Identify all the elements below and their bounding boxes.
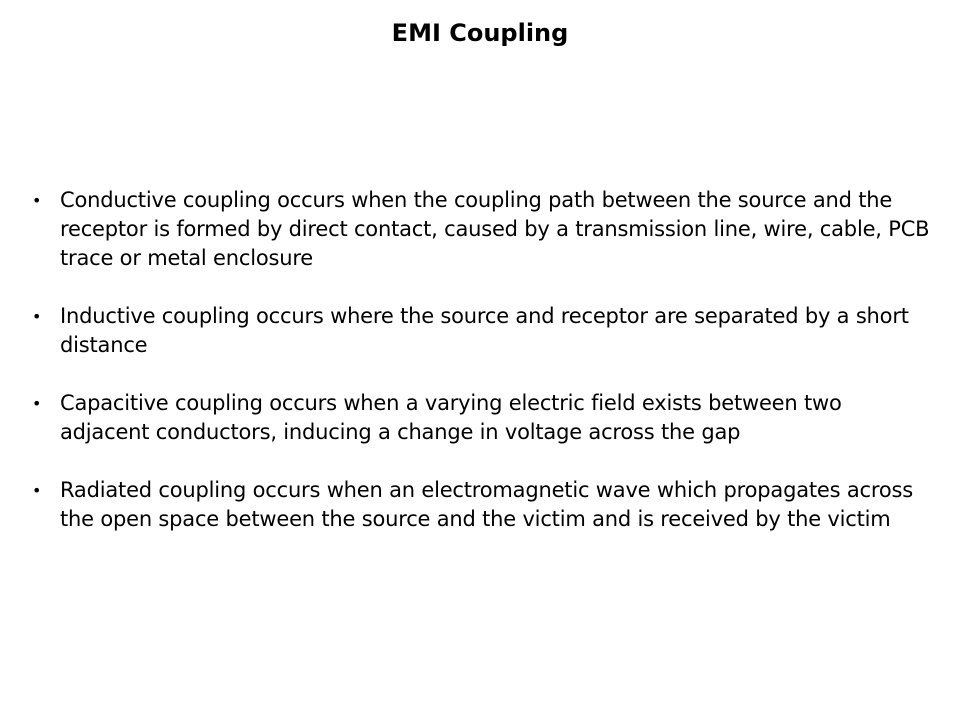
bullet-list [32, 186, 932, 534]
slide-title: EMI Coupling [391, 19, 569, 47]
bullet-item-capacitive [32, 389, 932, 447]
bullet-text: Capacitive coupling occurs when a varying electric field exists between two adjacent conductors, inducing a change in voltage across the gap [60, 391, 842, 444]
bullet-icon: • [32, 481, 42, 500]
bullet-icon: • [32, 307, 42, 326]
bullet-item-radiated [32, 476, 932, 534]
bullet-icon: • [32, 191, 42, 210]
bullet-text: Conductive coupling occurs when the coupling path between the source and the receptor is formed by direct contact, caused by a transmission line, wire, cable, PCB trace or metal enclosure [60, 188, 930, 270]
bullet-item-conductive [32, 186, 932, 273]
bullet-item-inductive [32, 302, 932, 360]
bullet-text: Radiated coupling occurs when an electromagnetic wave which propagates across the open space between the source and the victim and is received by the victim [60, 478, 913, 531]
bullet-text: Inductive coupling occurs where the source and receptor are separated by a short distance [60, 304, 909, 357]
bullet-icon: • [32, 394, 42, 413]
